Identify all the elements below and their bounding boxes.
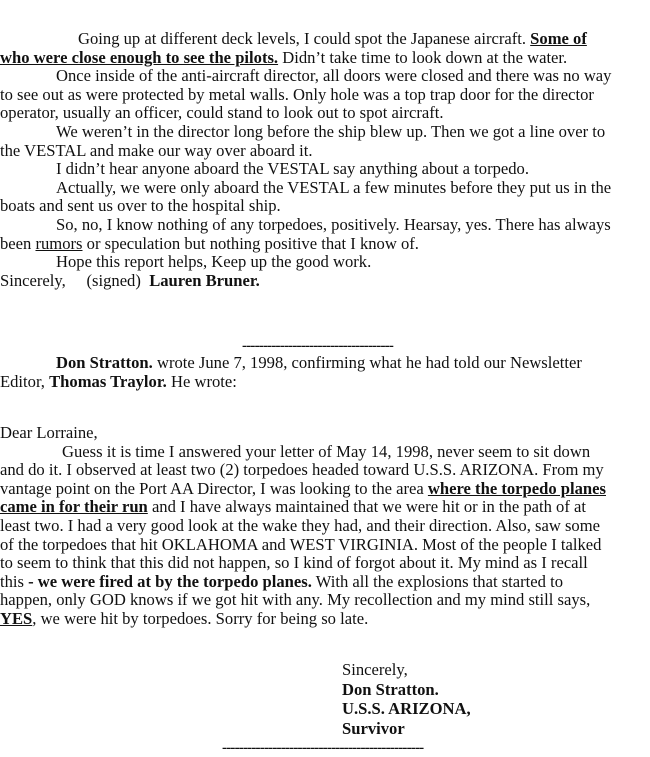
emphasis-fired-at: - we were fired at by the torpedo planes. xyxy=(28,571,312,591)
paragraph-deck-levels: Going up at different deck levels, I could spot the Japanese aircraft. Some of who were close enough to see the pilots. Didn’t take time to look down at the water. xyxy=(0,29,587,67)
salutation: Dear Lorraine, xyxy=(0,423,98,442)
paragraph-ship-blew-up: We weren’t in the director long before the ship blew up. Then we got a line over to the VESTAL and make our way over aboard it. xyxy=(0,121,606,160)
letter-stratton xyxy=(0,424,650,629)
intro-name-stratton: Don Stratton. xyxy=(56,353,153,372)
separator-line-1: ------------------------------------ xyxy=(242,338,394,354)
paragraph-director: Once inside of the anti-aircraft director, all doors were closed and there was no way to see out as were protected by metal walls. Only hole was a top trap door for the director operator, usually an officer, could stand to look out to spot aircraft. xyxy=(0,66,612,123)
signature-name: Don Stratton. xyxy=(342,679,439,699)
intro-text: Don Stratton. wrote June 7, 1998, confirming what he had told our Newsletter Editor, Thomas Traylor. He wrote: xyxy=(0,353,582,391)
paragraph-vestal-torpedo: I didn’t hear anyone aboard the VESTAL say anything about a torpedo. xyxy=(56,159,530,179)
closing-sincerely: Sincerely, xyxy=(0,270,66,290)
paragraph-stratton-body: Guess it is time I answered your letter of May 14, 1998, never seem to sit down and do it. I observed at least two (2) torpedoes headed toward U.S.S. ARIZONA. From my vantage point on the Port AA Director, I was looking to the area where the torpedo planes came in for their run and I have always maintained that we were hit or in the path of at least two. I had a very good look at the wake they had, and their direction. Also, saw some of the torpedoes that hit OKLAHOMA and WEST VIRGINIA. Most of the people I talked to seem to think that this did not happen, so I kind of forgot about it. My mind as I recall this - we were fired at by the torpedo planes. With all the explosions that started to happen, only GOD knows if we got hit with any. My recollection and my mind still says, YES, we were hit by torpedoes. Sorry for being so late. xyxy=(0,441,606,628)
signer-name: Lauren Bruner. xyxy=(149,270,260,290)
signature-role: Survivor xyxy=(342,718,405,738)
letter-bruner xyxy=(0,30,650,290)
emphasis-pilots: Some of who were close enough to see the pilots. xyxy=(0,29,587,67)
separator-line-2: ------------------------------------------------ xyxy=(222,740,424,756)
emphasis-yes: YES xyxy=(0,608,33,628)
closing-sincerely-2: Sincerely, xyxy=(342,660,408,679)
emphasis-torpedo-planes-run: where the torpedo planes came in for their run xyxy=(0,478,606,517)
paragraph-hospital-ship: Actually, we were only aboard the VESTAL a few minutes before they put us in the boats and sent us over to the hospital ship. xyxy=(0,177,612,216)
signed-label: (signed) xyxy=(86,270,141,290)
paragraph-hope: Hope this report helps, Keep up the good work. xyxy=(56,252,372,272)
signature-block-stratton xyxy=(342,660,642,738)
paragraph-hearsay: So, no, I know nothing of any torpedoes, positively. Hearsay, yes. There has always been rumors or speculation but nothing positive that I know of. xyxy=(0,214,611,253)
underlined-rumors: rumors xyxy=(35,233,83,253)
signature-ship: U.S.S. ARIZONA, xyxy=(342,699,471,718)
signature-line-bruner xyxy=(0,272,614,291)
intro-name-traylor: Thomas Traylor. xyxy=(49,371,167,391)
intro-paragraph xyxy=(0,354,650,391)
